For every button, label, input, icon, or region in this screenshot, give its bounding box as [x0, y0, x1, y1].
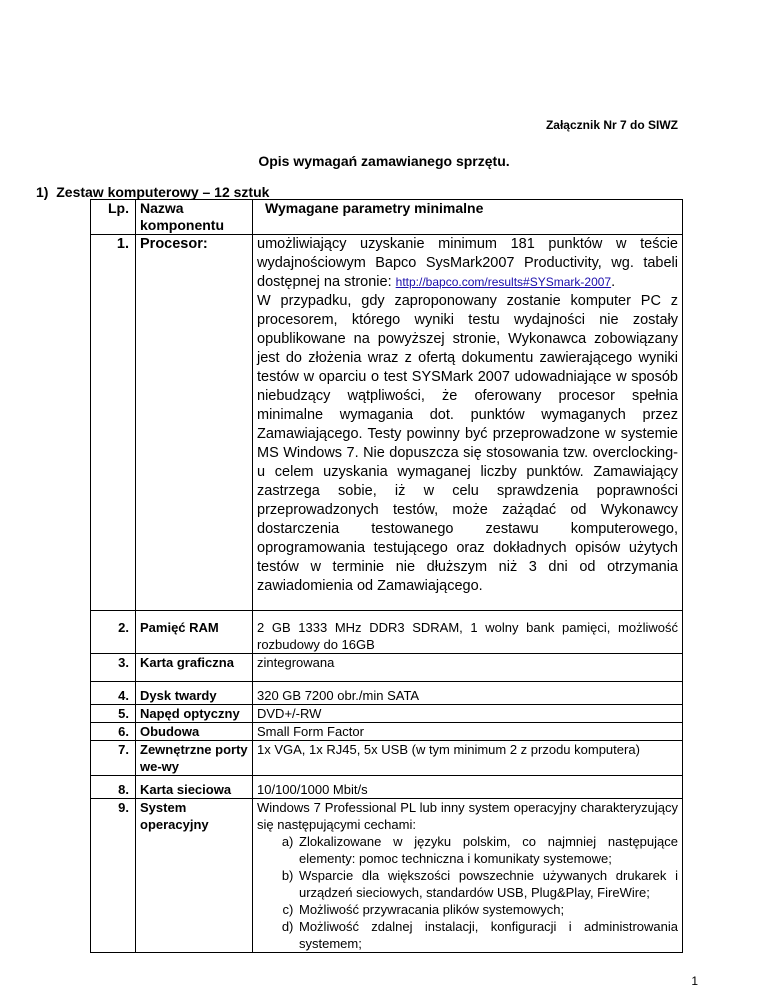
section-title: Zestaw komputerowy – 12 sztuk: [56, 184, 270, 200]
row-name: System operacyjny: [136, 799, 253, 953]
row-params: Small Form Factor: [253, 723, 683, 741]
table-header-row: [91, 200, 683, 235]
row-name: Obudowa: [136, 723, 253, 741]
row-lp: 3.: [91, 654, 136, 682]
list-item: c. Możliwość przywracania plików systemowych;: [297, 901, 678, 918]
row-params: 320 GB 7200 obr./min SATA: [253, 682, 683, 705]
row-name: Zewnętrzne porty we-wy: [136, 741, 253, 776]
table-row: [91, 741, 683, 776]
section-number: 1): [36, 184, 49, 200]
header-name: Nazwa komponentu: [136, 200, 253, 235]
table-row: [91, 235, 683, 611]
processor-text: umożliwiający uzyskanie minimum 181 punktów w teście wydajnościowym Bapco SysMark2007 Productivity, wg. tabeli dostępnej na stronie:: [257, 236, 678, 290]
list-item: b. Wsparcie dla większości powszechnie używanych drukarek i urządzeń sieciowych, standardów USB, Plug&Play, FireWire;: [297, 867, 678, 901]
row-name: Procesor:: [136, 235, 253, 611]
page-title: Opis wymagań zamawianego sprzętu.: [258, 153, 510, 169]
row-params: [253, 235, 683, 611]
table-row: [91, 776, 683, 799]
row-params: 1x VGA, 1x RJ45, 5x USB (w tym minimum 2 z przodu komputera): [253, 741, 683, 776]
row-name: Dysk twardy: [136, 682, 253, 705]
list-item: d. Możliwość zdalnej instalacji, konfiguracji i administrowania systemem;: [297, 918, 678, 952]
table-row: [91, 654, 683, 682]
row-params: 2 GB 1333 MHz DDR3 SDRAM, 1 wolny bank pamięci, możliwość rozbudowy do 16GB: [253, 611, 683, 654]
row-name: Karta sieciowa: [136, 776, 253, 799]
header-params: Wymagane parametry minimalne: [253, 200, 683, 235]
row-params: DVD+/-RW: [253, 705, 683, 723]
row-name: Karta graficzna: [136, 654, 253, 682]
row-lp: 8.: [91, 776, 136, 799]
processor-note: W przypadku, gdy zaproponowany zostanie komputer PC z procesorem, którego wyniki testu wydajności nie zostały opublikowane na powyższej stronie, Wykonawca zobowiązany jest do złożenia wraz z ofertą dokumentu zawierającego wyniki testów w oparciu o test SYSMark 2007 udowadniające w sposób niebudzący wątpliwości, że oferowany procesor spełnia minimalne wymagania dot. punktów wymaganych przez Zamawiającego. Testy powinny być przeprowadzone w systemie MS Windows 7. Nie dopuszcza się stosowania tzw. overclocking-u celem uzyskania wymaganej liczby punktów. Zamawiający zastrzega sobie, iż w celu sprawdzenia poprawności przeprowadzonych testów, może zażądać od Wykonawcy dostarczenia testowanego zestawu komputerowego, oprogramowania testującego oraz dokładnych opisów użytych testów w terminie nie dłuższym niż 3 dni od otrzymania zawiadomienia od Zamawiającego.: [257, 293, 678, 594]
processor-text-end: .: [611, 274, 616, 290]
requirements-table: [90, 199, 683, 953]
row-lp: 9.: [91, 799, 136, 953]
table-row: [91, 723, 683, 741]
list-item: a. Zlokalizowane w języku polskim, co najmniej następujące elementy: pomoc techniczna i komunikaty systemowe;: [297, 833, 678, 867]
table-row: [91, 611, 683, 654]
row-params: zintegrowana: [253, 654, 683, 682]
page-number: 1: [691, 974, 698, 988]
row-name: Napęd optyczny: [136, 705, 253, 723]
os-feature-list: [257, 833, 678, 952]
bapco-link[interactable]: http://bapco.com/results#SYSmark-2007: [395, 275, 612, 289]
section-heading: [36, 184, 269, 200]
row-lp: 2.: [91, 611, 136, 654]
row-lp: 7.: [91, 741, 136, 776]
row-params: [253, 799, 683, 953]
row-lp: 5.: [91, 705, 136, 723]
row-lp: 4.: [91, 682, 136, 705]
table-row: [91, 705, 683, 723]
table-row: [91, 799, 683, 953]
os-intro: Windows 7 Professional PL lub inny system operacyjny charakteryzujący się następującymi cechami:: [257, 800, 678, 832]
row-name: Pamięć RAM: [136, 611, 253, 654]
row-lp: 1.: [91, 235, 136, 611]
header-lp: Lp.: [91, 200, 136, 235]
row-params: 10/100/1000 Mbit/s: [253, 776, 683, 799]
annex-label: Załącznik Nr 7 do SIWZ: [545, 118, 678, 132]
row-lp: 6.: [91, 723, 136, 741]
table-row: [91, 682, 683, 705]
